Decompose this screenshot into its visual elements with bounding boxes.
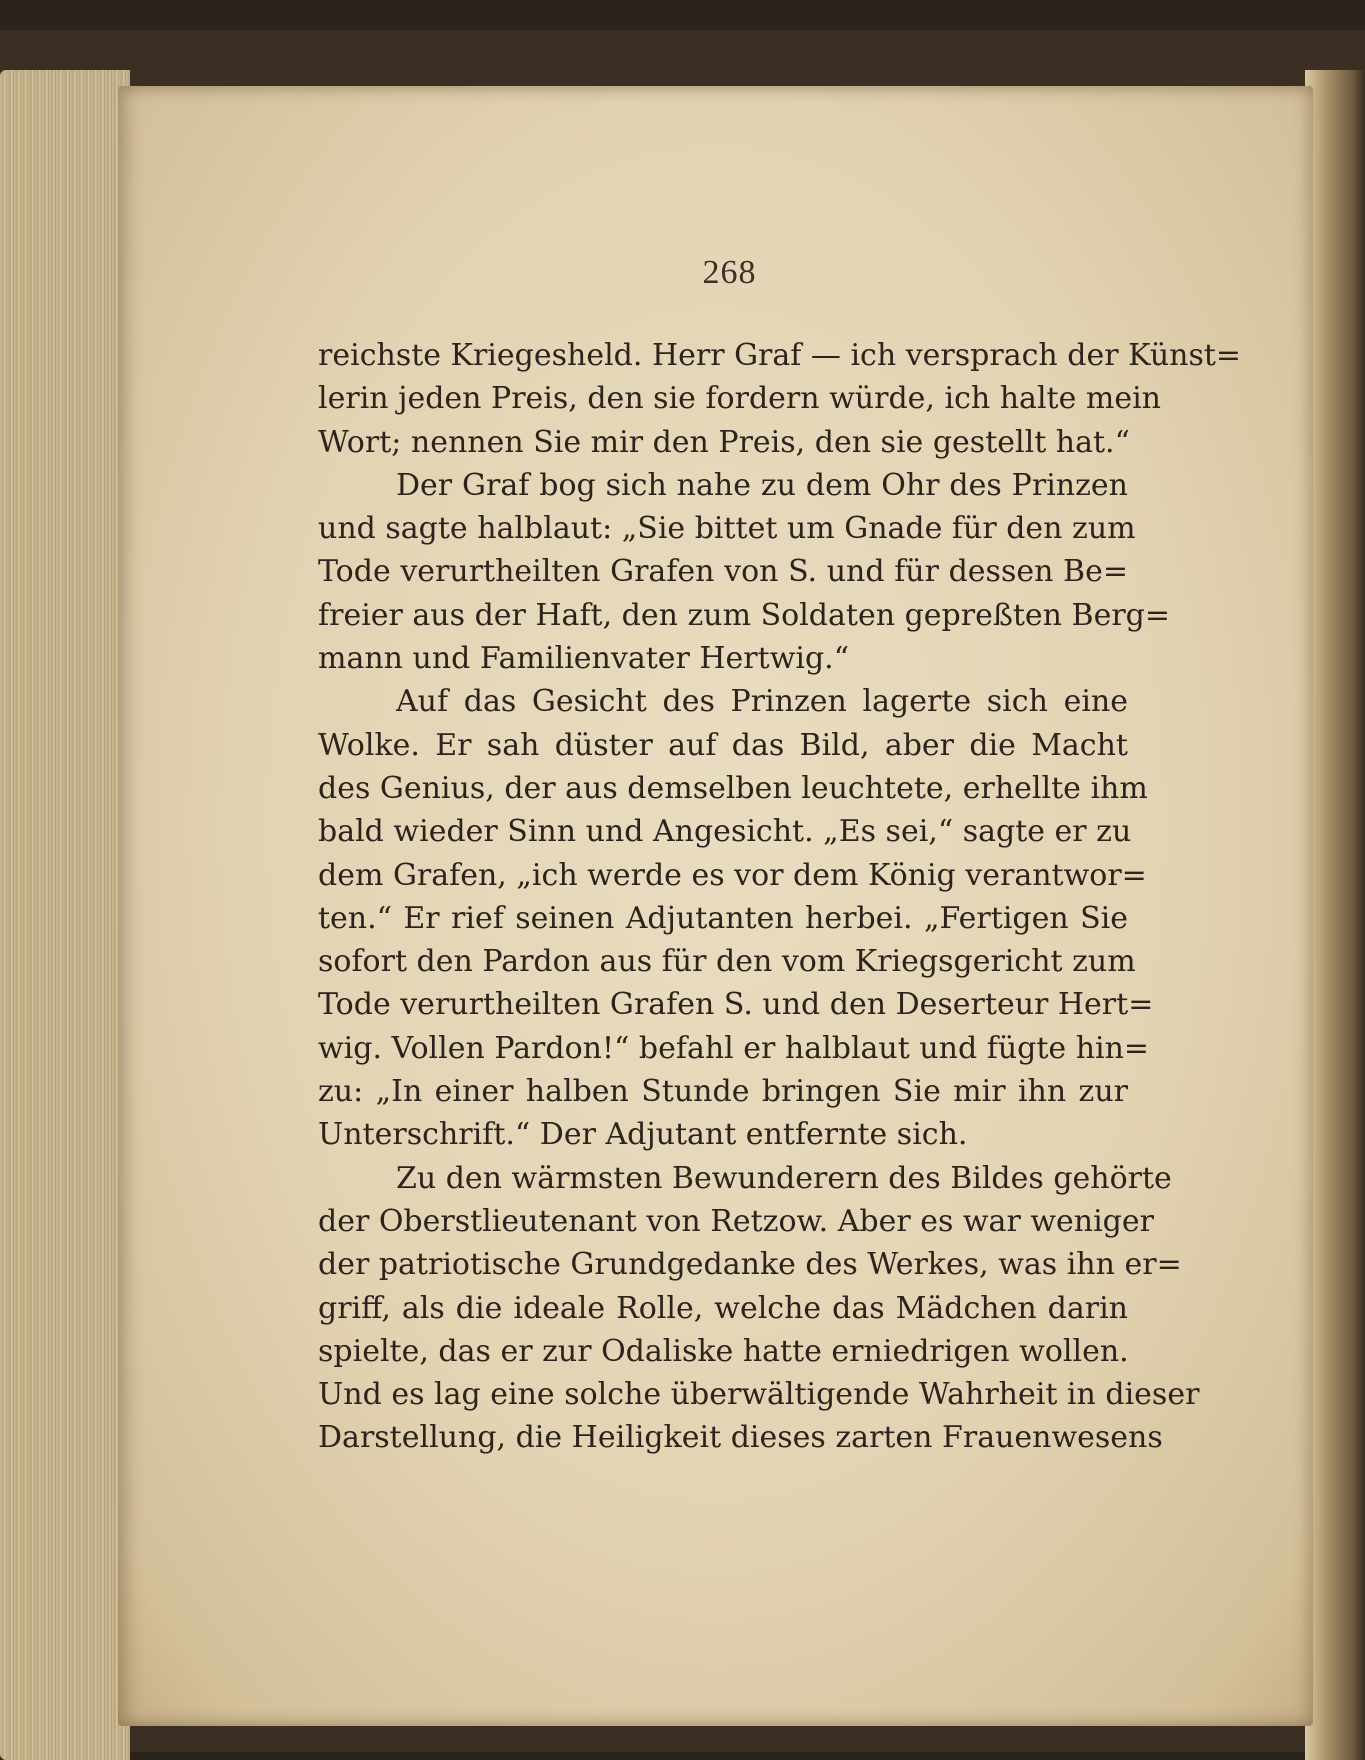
text-line: bald wieder Sinn und Angesicht. „Es sei,“ sagte er zu [318, 814, 1132, 850]
text-line: lerin jeden Preis, den sie fordern würde, ich halte mein [318, 381, 1162, 417]
text-line: Zu den wärmsten Bewunderern des Bildes gehörte [396, 1160, 1172, 1196]
text-line: griff, als die ideale Rolle, welche das Mädchen darin [318, 1290, 1128, 1326]
text-line: freier aus der Haft, den zum Soldaten gepreßten Berg= [318, 597, 1171, 633]
text-line: wig. Vollen Pardon!“ befahl er halblaut und fügte hin= [318, 1030, 1150, 1066]
page-edges [0, 70, 130, 1760]
text-line: der patriotische Grundgedanke des Werkes, was ihn er= [318, 1247, 1182, 1283]
text-line: zu: „In einer halben Stunde bringen Sie mir ihn zur [318, 1074, 1128, 1110]
text-line: Darstellung, die Heiligkeit dieses zarten Frauenwesens [318, 1420, 1163, 1456]
text-line: sofort den Pardon aus für den vom Kriegsgericht zum [318, 944, 1136, 980]
page-number: 268 [702, 254, 757, 291]
text-line: spielte, das er zur Odaliske hatte erniedrigen wollen. [318, 1333, 1129, 1369]
text-line: Wort; nennen Sie mir den Preis, den sie gestellt hat.“ [318, 424, 1130, 460]
text-line: mann und Familienvater Hertwig.“ [318, 641, 850, 677]
text-line: Unterschrift.“ Der Adjutant entfernte sich. [318, 1117, 968, 1153]
text-line: Und es lag eine solche überwältigende Wahrheit in dieser [318, 1377, 1200, 1413]
text-line: Wolke. Er sah düster auf das Bild, aber die Macht [318, 727, 1128, 763]
body-text [318, 334, 1242, 1460]
text-line: Tode verurtheilten Grafen von S. und für dessen Be= [318, 554, 1128, 590]
text-line: der Oberstlieutenant von Retzow. Aber es war weniger [318, 1203, 1154, 1239]
text-line: Tode verurtheilten Grafen S. und den Deserteur Hert= [318, 987, 1154, 1023]
text-line: und sagte halblaut: „Sie bittet um Gnade für den zum [318, 511, 1136, 547]
text-line: dem Grafen, „ich werde es vor dem König verantwor= [318, 857, 1147, 893]
text-line: ten.“ Er rief seinen Adjutanten herbei. „Fertigen Sie [318, 900, 1128, 936]
book-page [118, 86, 1313, 1726]
book-spine-edge [1305, 70, 1365, 1760]
text-line: des Genius, der aus demselben leuchtete, erhellte ihm [318, 770, 1148, 806]
text-line: reichste Kriegesheld. Herr Graf — ich versprach der Künst= [318, 338, 1242, 373]
text-line: Der Graf bog sich nahe zu dem Ohr des Prinzen [396, 467, 1128, 503]
text-line: Auf das Gesicht des Prinzen lagerte sich eine [396, 684, 1128, 720]
